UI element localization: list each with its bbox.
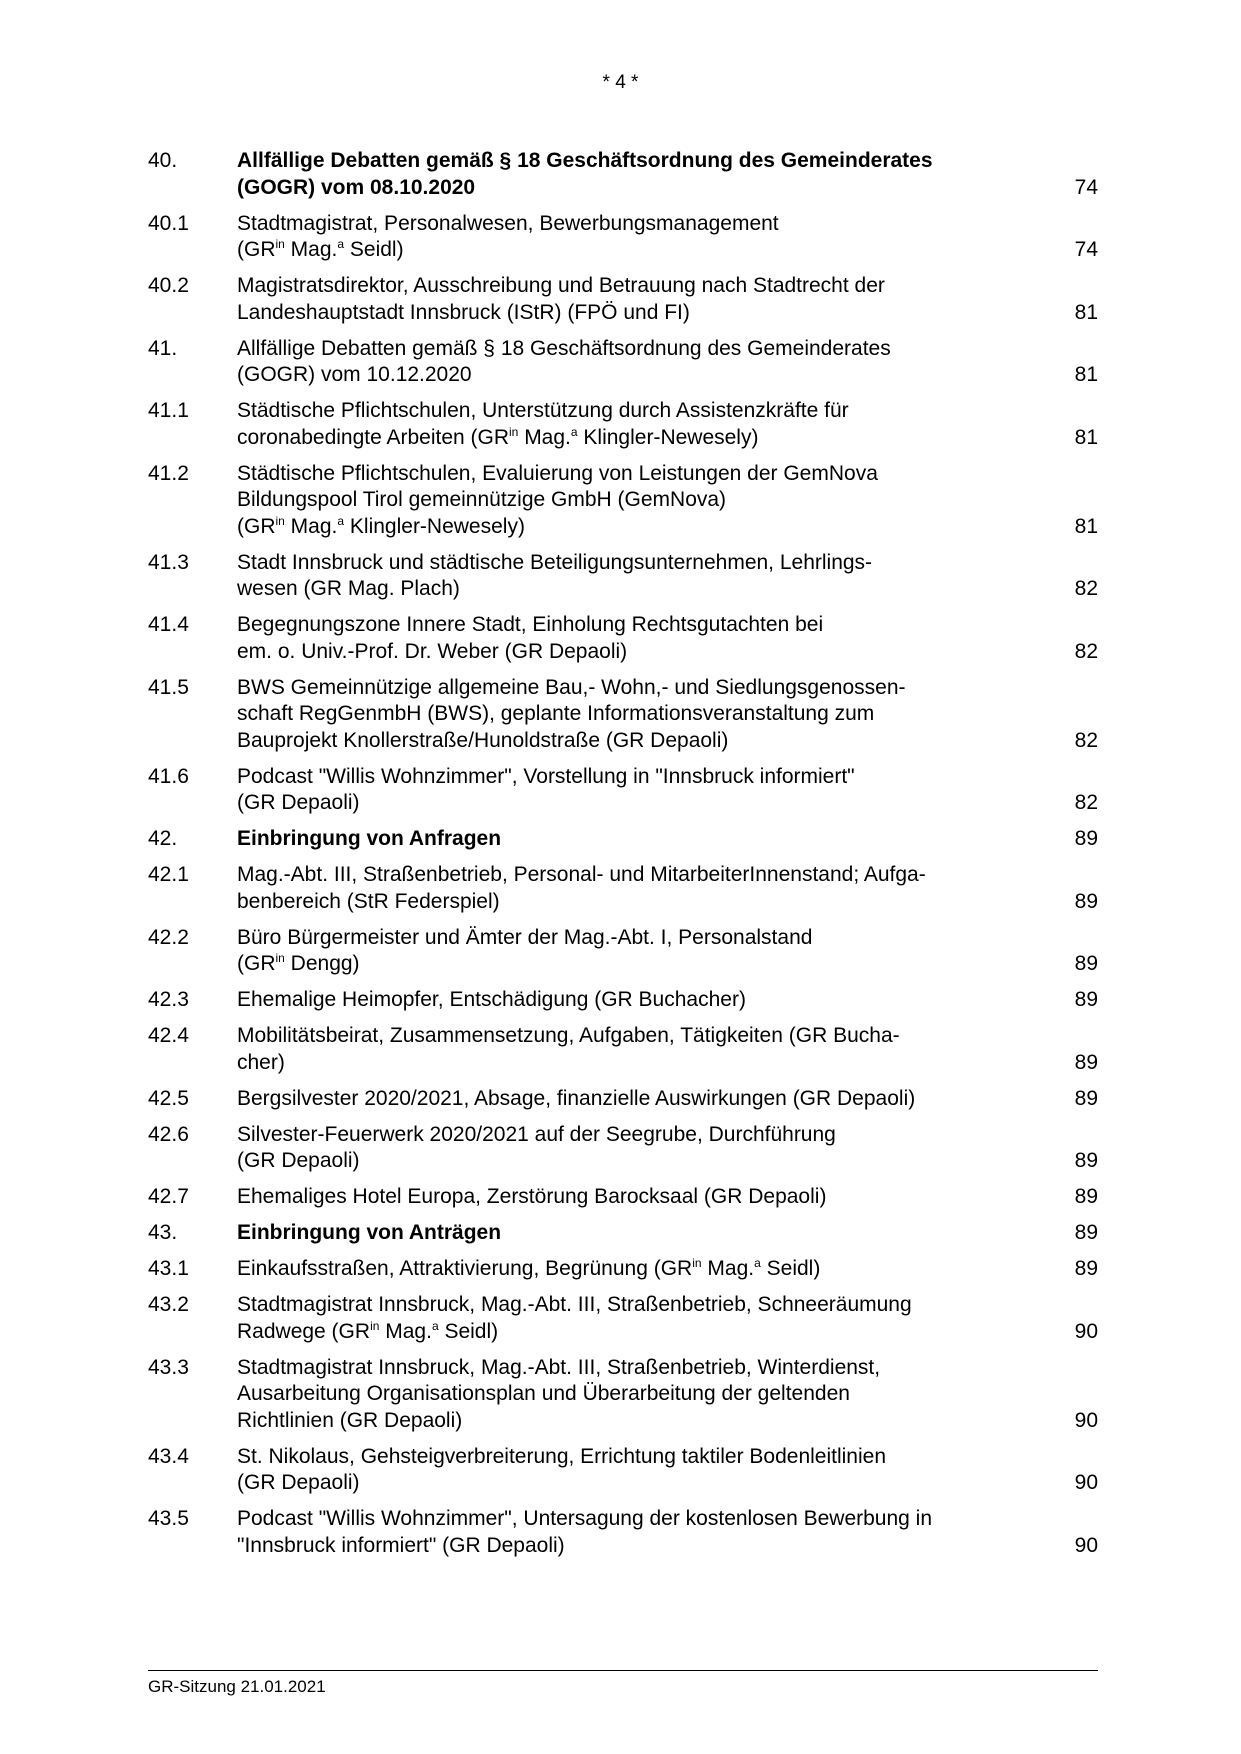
toc-entry-title-line: Büro Bürgermeister und Ämter der Mag.-Abt. I, Personalstand	[237, 925, 813, 949]
toc-entry-number: 41.1	[148, 399, 189, 422]
toc-entry-number: 40.	[148, 149, 178, 172]
toc-entry-number: 43.2	[148, 1293, 189, 1316]
toc-entry-title	[237, 1506, 1007, 1559]
toc-entry	[148, 675, 1098, 755]
toc-entry-title	[237, 764, 1007, 817]
toc-entry-title-line: ($GR^{in}$ Mag.$^a$ Seidl)	[237, 237, 404, 261]
toc-entry-title	[237, 862, 1007, 915]
toc-entry-number: 42.	[148, 827, 178, 850]
toc-entry-title	[237, 987, 1007, 1014]
toc-entry-title	[237, 148, 1007, 201]
toc-entry	[148, 987, 1098, 1014]
toc-entry-title-line: em. o. Univ.-Prof. Dr. Weber (GR Depaoli)	[237, 639, 628, 663]
toc-entry-number: 41.3	[148, 550, 189, 574]
toc-entry-number: 43.4	[148, 1444, 189, 1468]
toc-entry-title-line: Ehemalige Heimopfer, Entschädigung (GR Buchacher)	[237, 988, 746, 1011]
toc-entry-page: 89	[1074, 1221, 1098, 1244]
toc-entry	[148, 273, 1098, 326]
toc-entry-title	[237, 1023, 1007, 1076]
toc-entry-number: 41.	[148, 336, 178, 360]
toc-entry-page: 90	[1074, 1408, 1098, 1432]
toc-entry-number: 43.3	[148, 1355, 189, 1379]
toc-entry-page: 89	[1074, 952, 1098, 975]
toc-entry	[148, 764, 1098, 817]
toc-entry-title-line: (GOGR) vom 10.12.2020	[237, 363, 472, 386]
toc-entry-title-line: Stadtmagistrat Innsbruck, Mag.-Abt. III, Straßenbetrieb, Schneeräumung	[237, 1293, 912, 1316]
toc-entry-title	[237, 612, 1007, 665]
toc-entry-number: 43.	[148, 1221, 178, 1244]
toc-entry-title-line: Bergsilvester 2020/2021, Absage, finanzielle Auswirkungen (GR Depaoli)	[237, 1086, 916, 1110]
toc-entry-title-line: Begegnungszone Innere Stadt, Einholung Rechtsgutachten bei	[237, 613, 824, 636]
toc-entry	[148, 1292, 1098, 1345]
toc-entry-title-line: St. Nikolaus, Gehsteigverbreiterung, Errichtung taktiler Bodenleitlinien	[237, 1444, 887, 1468]
toc-entry-title	[237, 336, 1007, 389]
toc-entry	[148, 826, 1098, 853]
toc-entry-title-line: Stadtmagistrat Innsbruck, Mag.-Abt. III, Straßenbetrieb, Winterdienst,	[237, 1355, 881, 1379]
toc-entry-page: 82	[1074, 791, 1098, 814]
toc-entry-number: 42.5	[148, 1086, 189, 1110]
toc-entry-title-line: Ehemaliges Hotel Europa, Zerstörung Barocksaal (GR Depaoli)	[237, 1185, 827, 1208]
toc-entry-title-line: cher)	[237, 1050, 285, 1074]
toc-entry-title-line: Stadt Innsbruck und städtische Beteiligungsunternehmen, Lehrlings-	[237, 550, 873, 574]
toc-entry	[148, 461, 1098, 541]
toc-entry-title	[237, 826, 1007, 853]
toc-entry-title-line: Mag.-Abt. III, Straßenbetrieb, Personal- und MitarbeiterInnenstand; Aufga-	[237, 863, 926, 886]
toc-entry-page: 82	[1074, 728, 1098, 752]
toc-entry	[148, 550, 1098, 603]
toc-entry-title-line: (GR Depaoli)	[237, 791, 360, 814]
toc-entry-title-line: benbereich (StR Federspiel)	[237, 889, 500, 913]
toc-entry	[148, 1122, 1098, 1175]
toc-entry-number: 41.6	[148, 764, 189, 788]
toc-entry-number: 42.2	[148, 925, 189, 949]
toc-entry-number: 40.1	[148, 211, 189, 235]
toc-entry-title-line: Mobilitätsbeirat, Zusammensetzung, Aufgaben, Tätigkeiten (GR Bucha-	[237, 1024, 900, 1047]
toc-entry-title-line: Podcast "Willis Wohnzimmer", Untersagung der kostenlosen Bewerbung in	[237, 1507, 933, 1530]
page-number: * 4 *	[602, 72, 639, 93]
toc-entry-title	[237, 273, 1007, 326]
toc-entry-title	[237, 550, 1007, 603]
footer-divider	[148, 1670, 1098, 1671]
toc-entry	[148, 612, 1098, 665]
toc-entry-number: 42.7	[148, 1185, 189, 1208]
toc-entry-title	[237, 1256, 1007, 1283]
toc-entry-title-line: Städtische Pflichtschulen, Evaluierung von Leistungen der GemNova	[237, 461, 878, 485]
toc-entry-title-line: ($GR^{in}$ Mag.$^a$ Klingler-Newesely)	[237, 513, 525, 538]
toc-entry	[148, 1023, 1098, 1076]
toc-entry-number: 41.5	[148, 675, 189, 699]
toc-entry-title-line: Städtische Pflichtschulen, Unterstützung durch Assistenzkräfte für	[237, 399, 849, 422]
toc-entry-page: 89	[1074, 827, 1098, 850]
toc-entry-page: 89	[1074, 1257, 1098, 1280]
toc-entry-page: 89	[1074, 988, 1098, 1011]
toc-entry-page: 90	[1074, 1533, 1098, 1557]
toc-entry-title	[237, 461, 1007, 541]
toc-entry-number: 41.4	[148, 613, 189, 636]
toc-entry	[148, 398, 1098, 451]
toc-entry-title	[237, 1122, 1007, 1175]
toc-entry-title-line: Richtlinien (GR Depaoli)	[237, 1408, 463, 1432]
toc-entry-number: 42.3	[148, 988, 189, 1011]
toc-entry-page: 89	[1074, 889, 1098, 913]
toc-entry-title	[237, 1292, 1007, 1345]
toc-entry	[148, 148, 1098, 201]
toc-entry-page: 82	[1074, 577, 1098, 600]
toc-entry-number: 42.4	[148, 1024, 189, 1047]
toc-entry-title-line: (GR Depaoli)	[237, 1471, 360, 1494]
toc-entry-title	[237, 675, 1007, 755]
toc-entry-title-line: Magistratsdirektor, Ausschreibung und Betrauung nach Stadtrecht der	[237, 274, 885, 297]
toc-entry-title	[237, 398, 1007, 451]
toc-entry-number: 43.1	[148, 1257, 189, 1280]
toc-entry-title	[237, 1184, 1007, 1211]
toc-entry-title	[237, 925, 1007, 978]
toc-entry-title	[237, 211, 1007, 264]
toc-entry	[148, 1086, 1098, 1113]
toc-entry-title-line: Bauprojekt Knollerstraße/Hunoldstraße (GR Depaoli)	[237, 728, 729, 752]
toc-entry-title-line: ($GR^{in}$ Dengg)	[237, 951, 360, 975]
toc-entry-title-line: (GOGR) vom 08.10.2020	[237, 175, 476, 199]
toc-entry	[148, 925, 1098, 978]
toc-entry-title-line: schaft RegGenmbH (BWS), geplante Informationsveranstaltung zum	[237, 702, 875, 725]
toc-entry-page: 89	[1074, 1086, 1098, 1110]
toc-entry-number: 42.6	[148, 1122, 189, 1146]
toc-entry-title-line: coronabedingte Arbeiten ($GR^{in}$ Mag.$^a$ Klingler-Newesely)	[237, 424, 759, 449]
toc-entry-number: 43.5	[148, 1507, 189, 1530]
toc-entry-title	[237, 1355, 1007, 1435]
toc-entry-page: 90	[1074, 1471, 1098, 1494]
toc-entry-title-line: Einbringung von Anträgen	[237, 1221, 502, 1244]
toc-entry-page: 81	[1074, 363, 1098, 386]
toc-entry-title-line: Bildungspool Tirol gemeinnützige GmbH (GemNova)	[237, 488, 727, 511]
toc-entry-page: 89	[1074, 1149, 1098, 1172]
toc-entry-title-line: Einkaufsstraßen, Attraktivierung, Begrünung ($GR^{in}$ Mag.$^a$ Seidl)	[237, 1256, 821, 1280]
toc-entry-page: 81	[1074, 425, 1098, 449]
footer-text: GR-Sitzung 21.01.2021	[148, 1677, 326, 1696]
toc-entry	[148, 1444, 1098, 1497]
toc-entry-title-line: "Innsbruck informiert" (GR Depaoli)	[237, 1533, 565, 1557]
toc-entry-title-line: (GR Depaoli)	[237, 1149, 360, 1172]
toc-entry-page: 89	[1074, 1185, 1098, 1208]
toc-entry-page: 74	[1074, 238, 1098, 261]
toc-entry-title-line: wesen (GR Mag. Plach)	[237, 577, 460, 600]
toc-entry	[148, 1355, 1098, 1435]
toc-entry	[148, 1184, 1098, 1211]
toc-entry-title-line: Radwege ($GR^{in}$ Mag.$^a$ Seidl)	[237, 1318, 499, 1343]
toc-entry	[148, 336, 1098, 389]
toc-entry-title	[237, 1220, 1007, 1247]
toc-entry-title-line: Ausarbeitung Organisationsplan und Überarbeitung der geltenden	[237, 1382, 850, 1405]
toc-entry	[148, 1506, 1098, 1559]
toc-entry-page: 90	[1074, 1319, 1098, 1343]
toc-entry-page: 81	[1074, 514, 1098, 538]
toc-entry-number: 42.1	[148, 863, 189, 886]
toc-entry-title-line: Stadtmagistrat, Personalwesen, Bewerbungsmanagement	[237, 211, 779, 235]
toc-entry-title	[237, 1086, 1007, 1113]
toc-entry-page: 74	[1074, 175, 1098, 199]
toc-entry	[148, 211, 1098, 264]
toc-entry-title-line: Allfällige Debatten gemäß § 18 Geschäftsordnung des Gemeinderates	[237, 336, 891, 360]
toc-entry	[148, 1220, 1098, 1247]
table-of-contents	[148, 148, 1098, 1569]
toc-entry-title-line: BWS Gemeinnützige allgemeine Bau,- Wohn,- und Siedlungsgenossen-	[237, 675, 906, 699]
toc-entry-title-line: Podcast "Willis Wohnzimmer", Vorstellung in "Innsbruck informiert"	[237, 764, 855, 788]
toc-entry-page: 82	[1074, 639, 1098, 663]
toc-entry-number: 41.2	[148, 461, 189, 485]
toc-entry-page: 89	[1074, 1050, 1098, 1074]
toc-entry	[148, 862, 1098, 915]
toc-entry-title-line: Silvester-Feuerwerk 2020/2021 auf der Seegrube, Durchführung	[237, 1122, 836, 1146]
toc-entry-page: 81	[1074, 300, 1098, 324]
toc-entry-title-line: Landeshauptstadt Innsbruck (IStR) (FPÖ und FI)	[237, 300, 690, 324]
toc-entry-title	[237, 1444, 1007, 1497]
toc-entry	[148, 1256, 1098, 1283]
toc-entry-title-line: Allfällige Debatten gemäß § 18 Geschäftsordnung des Gemeinderates	[237, 149, 933, 172]
toc-entry-title-line: Einbringung von Anfragen	[237, 827, 502, 850]
toc-entry-number: 40.2	[148, 274, 189, 297]
